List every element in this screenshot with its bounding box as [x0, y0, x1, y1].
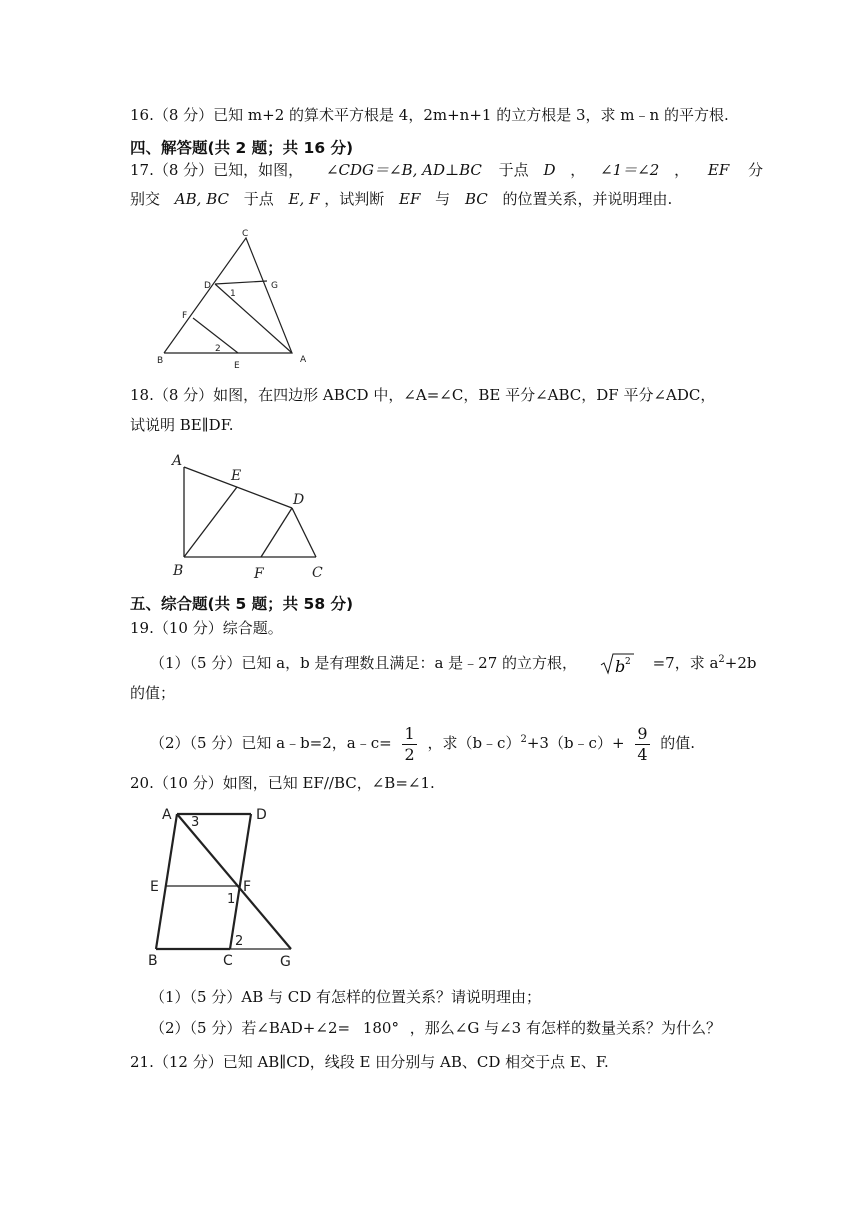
question-19-part-2: （2）（5 分）已知 a﹣b=2，a﹣c= $\frac{1}{2}$ ，求（b﹣c）$^2$+3（b﹣c）+ $\frac{9}{4}$ 的值. — [150, 723, 696, 764]
fig20-label-1: 1 — [227, 892, 236, 907]
q17-mid: 于点 — [498, 161, 529, 179]
fig18-label-f: F — [254, 566, 264, 582]
fig18-label-c: C — [312, 565, 323, 581]
q17-line2-a: 别交 — [130, 190, 161, 208]
fig18-label-a: A — [172, 453, 183, 469]
q19-p2-text-b: ，求（b﹣c） — [427, 734, 521, 752]
q17-point-d: D — [543, 161, 556, 179]
question-19-part-1: （1）（5 分）已知 a，b 是有理数且满足：a 是﹣27 的立方根， b 2 =7，求 $a^2+2b$ — [150, 654, 757, 676]
fig17-label-a: A — [300, 355, 307, 365]
sqrt-b-var: b — [614, 657, 626, 676]
q20-p2-degree: 180° — [362, 1019, 399, 1037]
fig20-label-2: 2 — [235, 934, 244, 949]
sqrt-b-squared — [600, 652, 634, 676]
q17-fen: 分 — [748, 161, 764, 179]
q17-line2-b: 于点 — [243, 190, 274, 208]
fig20-label-e: E — [150, 879, 159, 895]
question-19-title: 19.（10 分）综合题。 — [130, 619, 283, 637]
q17-line2-c: ，试判断 — [324, 190, 385, 208]
q17-ef-points: E, F — [288, 190, 320, 208]
fig20-label-c: C — [223, 953, 233, 969]
fig17-label-d: D — [204, 281, 211, 291]
q17-condition-1: ∠CDG＝∠B, AD⊥BC — [325, 161, 482, 179]
question-17-line-2 — [130, 189, 672, 209]
q20-p2-text-a: （2）（5 分）若∠BAD+∠2= — [150, 1019, 351, 1037]
question-19-part-1-line-2: 的值； — [130, 684, 176, 702]
q17-yu: 与 — [435, 190, 451, 208]
fig17-label-g: G — [271, 281, 278, 291]
q19-p1-text-c: +2b — [724, 654, 757, 672]
fig18-label-e: E — [231, 468, 242, 484]
q17-line2-d: 的位置关系，并说明理由. — [502, 190, 673, 208]
section-5-heading: 五、综合题(共 5 题；共 58 分) — [130, 595, 354, 613]
q17-condition-2: ∠1＝∠2 — [600, 161, 660, 179]
fraction-one-half: $\frac{1}{2}$ — [404, 723, 415, 764]
fig17-label-1: 1 — [230, 289, 236, 299]
q17-bc: BC — [464, 190, 488, 208]
fig17-label-2: 2 — [215, 344, 221, 354]
q17-ef: EF — [707, 161, 730, 179]
fig17-label-f: F — [182, 311, 188, 321]
q17-prefix: 17.（8 分）已知，如图， — [130, 161, 304, 179]
q20-p2-text-b: ，那么∠G 与∠3 有怎样的数量关系？为什么？ — [409, 1019, 721, 1037]
q19-p2-text-a: （2）（5 分）已知 a﹣b=2，a﹣c= — [150, 734, 392, 752]
q19-p1-text-b: =7，求 a — [652, 654, 719, 672]
question-20-part-2 — [150, 1018, 721, 1038]
question-17-line-1: 17.（8 分）已知，如图， ∠CDG＝∠B, AD⊥BC 于点 D ， ∠1＝∠2 ， EF 分 — [130, 161, 764, 179]
q19-p2-text-c: +3（b﹣c）+ — [526, 734, 625, 752]
section-4-heading: 四、解答题(共 2 题；共 16 分) — [130, 139, 354, 157]
fig20-label-a: A — [162, 807, 172, 823]
fig17-label-e: E — [234, 361, 240, 371]
question-16: 16.（8 分）已知 m+2 的算术平方根是 4，2m+n+1 的立方根是 3，求 m﹣n 的平方根. — [130, 106, 729, 124]
fig20-label-d: D — [256, 807, 267, 823]
q19-p2-text-d: 的值. — [660, 734, 696, 752]
fig20-label-b: B — [148, 953, 158, 969]
q19-p1-text-a: （1）（5 分）已知 a，b 是有理数且满足：a 是﹣27 的立方根， — [150, 654, 578, 672]
fig20-label-f: F — [243, 879, 252, 895]
question-18-line-2: 试说明 BE∥DF. — [130, 416, 234, 434]
fig18-label-d: D — [293, 492, 305, 508]
svg-text:2: 2 — [624, 657, 631, 667]
q17-ef-2: EF — [399, 190, 421, 208]
fig20-label-3: 3 — [191, 815, 200, 830]
question-20-part-1: （1）（5 分）AB 与 CD 有怎样的位置关系？请说明理由； — [150, 988, 542, 1006]
question-20: 20.（10 分）如图，已知 EF//BC，∠B=∠1. — [130, 774, 435, 792]
question-18-line-1: 18.（8 分）如图，在四边形 ABCD 中，∠A=∠C，BE 平分∠ABC，DF 平分∠ADC， — [130, 386, 716, 404]
fig20-label-g: G — [280, 954, 291, 970]
fig17-label-c: C — [242, 229, 249, 239]
fig18-label-b: B — [173, 563, 184, 579]
question-21: 21.（12 分）已知 AB∥CD，线段 E 田分别与 AB、CD 相交于点 E、F. — [130, 1053, 609, 1071]
fraction-nine-quarters: $\frac{9}{4}$ — [637, 723, 648, 764]
fig17-label-b: B — [157, 356, 164, 366]
q17-ab-bc: AB, BC — [174, 190, 229, 208]
